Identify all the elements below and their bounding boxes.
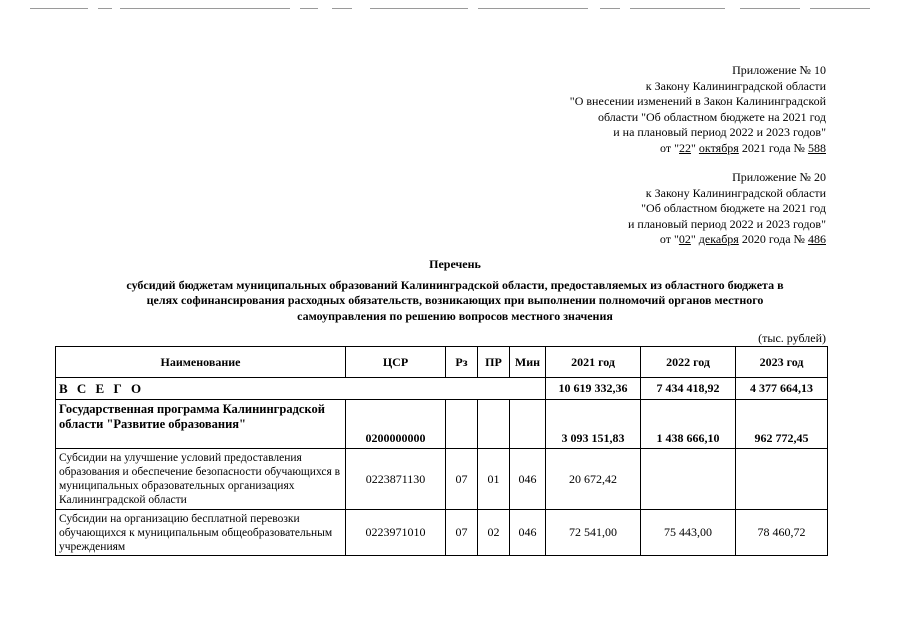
appendix-line: и на плановый период 2022 и 2023 годов" xyxy=(613,125,826,139)
units-note: (тыс. рублей) xyxy=(758,331,826,345)
table-header-row xyxy=(56,347,828,378)
header-csr: ЦСР xyxy=(346,347,446,378)
total-row xyxy=(56,378,828,400)
total-2021: 10 619 332,36 xyxy=(546,378,641,400)
row-2022: 75 443,00 xyxy=(641,510,736,556)
row-2021: 72 541,00 xyxy=(546,510,641,556)
program-pr xyxy=(478,400,510,449)
header-2023: 2023 год xyxy=(736,347,828,378)
program-min xyxy=(510,400,546,449)
row-rz: 07 xyxy=(446,449,478,510)
row-2023: 78 460,72 xyxy=(736,510,828,556)
program-csr: 0200000000 xyxy=(346,400,446,449)
title-line: целях софинансирования расходных обязательств, возникающих при выполнении полномочий органов местного xyxy=(146,293,764,307)
program-name: Государственная программа Калининградской области "Развитие образования" xyxy=(56,400,346,449)
row-csr: 0223871130 xyxy=(346,449,446,510)
header-name: Наименование xyxy=(56,347,346,378)
date-day: 22 xyxy=(679,140,692,155)
title-line: самоуправления по решению вопросов местного значения xyxy=(297,308,613,323)
program-2021: 3 093 151,83 xyxy=(546,400,641,449)
date-month: декабря xyxy=(698,232,739,246)
row-2022 xyxy=(641,449,736,510)
row-2023 xyxy=(736,449,828,510)
scan-top-marks xyxy=(0,8,905,14)
row-2021: 20 672,42 xyxy=(546,449,641,510)
title-heading: Перечень xyxy=(429,257,481,271)
program-row xyxy=(56,400,828,449)
appendix-line: "О внесении изменений в Закон Калининградской xyxy=(569,94,826,108)
header-rz: Рз xyxy=(446,347,478,378)
table-row xyxy=(56,510,828,556)
appendix-line: и плановый период 2022 и 2023 годов" xyxy=(627,216,826,231)
total-2023: 4 377 664,13 xyxy=(736,378,828,400)
date-month: октября xyxy=(698,140,739,155)
appendix-line: области "Об областном бюджете на 2021 год xyxy=(598,109,826,124)
appendix-line: Приложение № 20 xyxy=(732,170,826,184)
program-2022: 1 438 666,10 xyxy=(641,400,736,449)
appendix-date: от "02" декабря 2020 года № 486 xyxy=(659,232,826,246)
header-2022: 2022 год xyxy=(641,347,736,378)
table-row xyxy=(56,449,828,510)
header-min: Мин xyxy=(510,347,546,378)
total-2022: 7 434 418,92 xyxy=(641,378,736,400)
appendix-line: к Закону Калининградской области xyxy=(645,185,826,200)
appendix-line: к Закону Калининградской области xyxy=(645,78,826,93)
row-csr: 0223971010 xyxy=(346,510,446,556)
row-rz: 07 xyxy=(446,510,478,556)
row-name: Субсидии на улучшение условий предоставления образования и обеспечение безопасности обучающихся в муниципальных образовательных организациях Калининградской области xyxy=(56,449,346,510)
appendix-original xyxy=(628,170,826,248)
appendix-line: "Об областном бюджете на 2021 год xyxy=(641,201,826,215)
law-number: 486 xyxy=(808,232,826,246)
appendix-date: от "22" октября 2021 года № 588 xyxy=(660,140,826,155)
header-2021: 2021 год xyxy=(546,347,641,378)
row-pr: 01 xyxy=(478,449,510,510)
total-label: В С Е Г О xyxy=(56,378,546,400)
subsidies-table xyxy=(55,346,828,556)
row-pr: 02 xyxy=(478,510,510,556)
header-pr: ПР xyxy=(478,347,510,378)
row-min: 046 xyxy=(510,449,546,510)
row-name: Субсидии на организацию бесплатной перевозки обучающихся к муниципальным общеобразовательным учреждениям xyxy=(56,510,346,556)
title-line: субсидий бюджетам муниципальных образований Калининградской области, предоставляемых из областного бюджета в xyxy=(126,277,784,292)
program-rz xyxy=(446,400,478,449)
document-title xyxy=(60,257,850,324)
law-number: 588 xyxy=(808,140,826,155)
appendix-current xyxy=(570,63,826,156)
date-day: 02 xyxy=(678,232,691,246)
row-min: 046 xyxy=(510,510,546,556)
appendix-line: Приложение № 10 xyxy=(732,63,826,77)
program-2023: 962 772,45 xyxy=(736,400,828,449)
